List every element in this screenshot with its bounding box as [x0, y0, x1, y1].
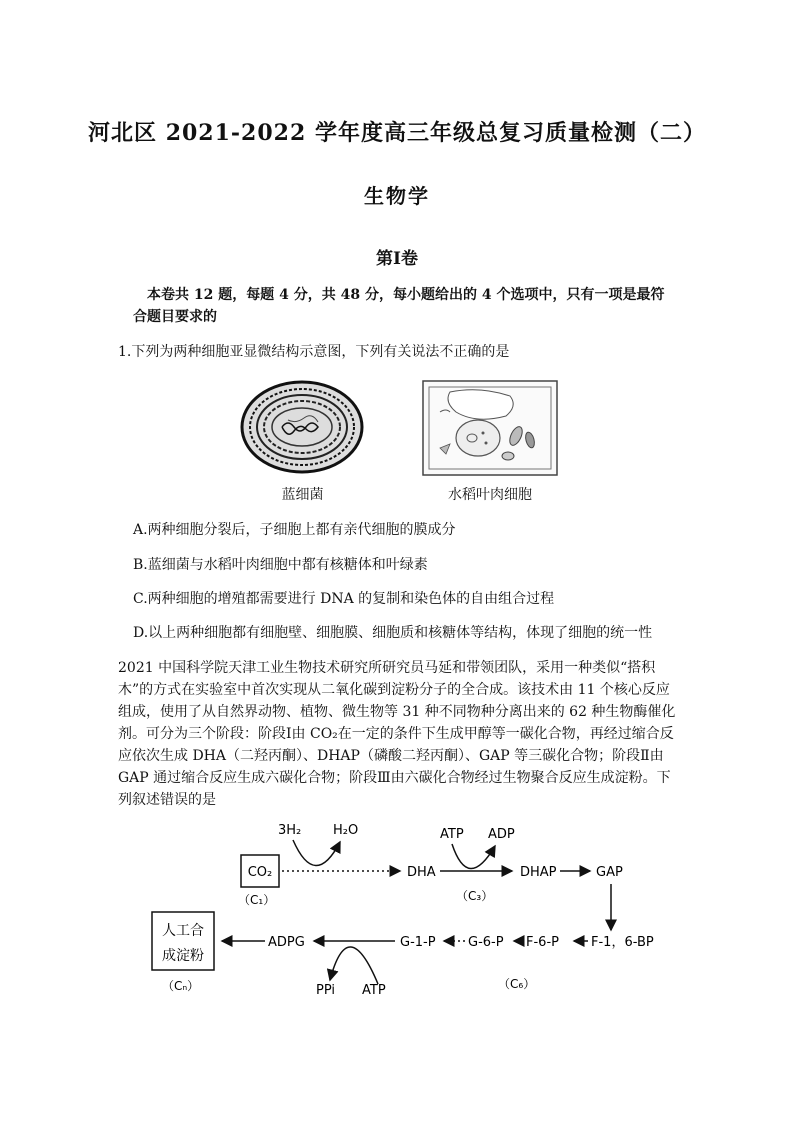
adpg-label: ADPG — [268, 935, 305, 950]
q1-option-d: D.以上两种细胞都有细胞壁、细胞膜、细胞质和核糖体等结构，体现了细胞的统一性 — [133, 625, 653, 641]
starch-label-line2: 成淀粉 — [162, 948, 204, 964]
atp-top-label: ATP — [440, 827, 464, 842]
section-instructions: 本卷共 12 题，每题 4 分，共 48 分，每小题给出的 4 个选项中，只有一项是最符合题目要求的 — [133, 287, 665, 325]
question-1-figure — [230, 378, 560, 508]
atp-curve-arrow-bottom — [330, 947, 378, 984]
rice-cell-caption: 水稻叶肉细胞 — [448, 487, 532, 503]
cyanobacteria-illustration — [240, 380, 365, 475]
hydrogen-curve-arrow — [293, 840, 340, 866]
atp-bottom-label: ATP — [362, 983, 386, 998]
co2-label: CO₂ — [247, 865, 273, 880]
q1-option-b: B.蓝细菌与水稻叶肉细胞中都有核糖体和叶绿素 — [133, 557, 428, 573]
q1-option-a: A.两种细胞分裂后，子细胞上都有亲代细胞的膜成分 — [133, 522, 456, 538]
f6p-label: F-6-P — [526, 935, 559, 950]
subject-title: 生物学 — [364, 184, 430, 208]
cn-label: （Cₙ） — [162, 979, 200, 993]
question-2-stem: 2021 中国科学院天津工业生物技术研究所研究员马延和带领团队，采用一种类似“搭积木”的方式在实验室中首次实现从二氧化碳到淀粉分子的全合成。该技术由 11 个核心反应组成，使用了从自然界动物、植物、微生物等 31 种不同物种分离出来的 62 种生物酶催化剂。可分为三个阶段：阶段Ⅰ由 CO₂在一定的条件下生成甲醇等一碳化合物，再经过缩合反应依次生成 DHA（二羟丙酮）、DHAP（磷酸二羟丙酮）、GAP 等三碳化合物；阶段Ⅱ由 GAP 通过缩合反应生成六碳化合物；阶段Ⅲ由六碳化合物经过生物聚合反应生成淀粉。下列叙述错误的是 — [118, 660, 676, 808]
question-1-stem: 1.下列为两种细胞亚显微结构示意图，下列有关说法不正确的是 — [118, 344, 510, 360]
c6-label: （C₆） — [498, 977, 536, 991]
f16bp-label: F-1，6-BP — [591, 935, 654, 950]
starch-label-line1: 人工合 — [162, 923, 204, 939]
gap-label: GAP — [596, 865, 623, 880]
h2o-label: H₂O — [333, 823, 359, 838]
c1-label: （C₁） — [238, 893, 276, 907]
dha-label: DHA — [407, 865, 436, 880]
atp-curve-arrow-top — [452, 844, 495, 869]
volume-heading: 第Ⅰ卷 — [376, 249, 418, 269]
g6p-label: G-6-P — [468, 935, 504, 950]
g1p-label: G-1-P — [400, 935, 436, 950]
exam-title: 河北区 2021-2022 学年度高三年级总复习质量检测（二） — [88, 120, 706, 146]
cyanobacteria-caption: 蓝细菌 — [281, 487, 324, 503]
q1-option-c: C.两种细胞的增殖都需要进行 DNA 的复制和染色体的自由组合过程 — [133, 591, 555, 607]
starch-synthesis-diagram — [150, 812, 670, 1002]
adp-top-label: ADP — [488, 827, 515, 842]
h2-label: 3H₂ — [278, 823, 302, 838]
c3-label: （C₃） — [456, 889, 494, 903]
rice-leaf-cell-illustration — [420, 378, 560, 478]
ppi-label: PPi — [316, 983, 336, 998]
dhap-label: DHAP — [520, 865, 557, 880]
